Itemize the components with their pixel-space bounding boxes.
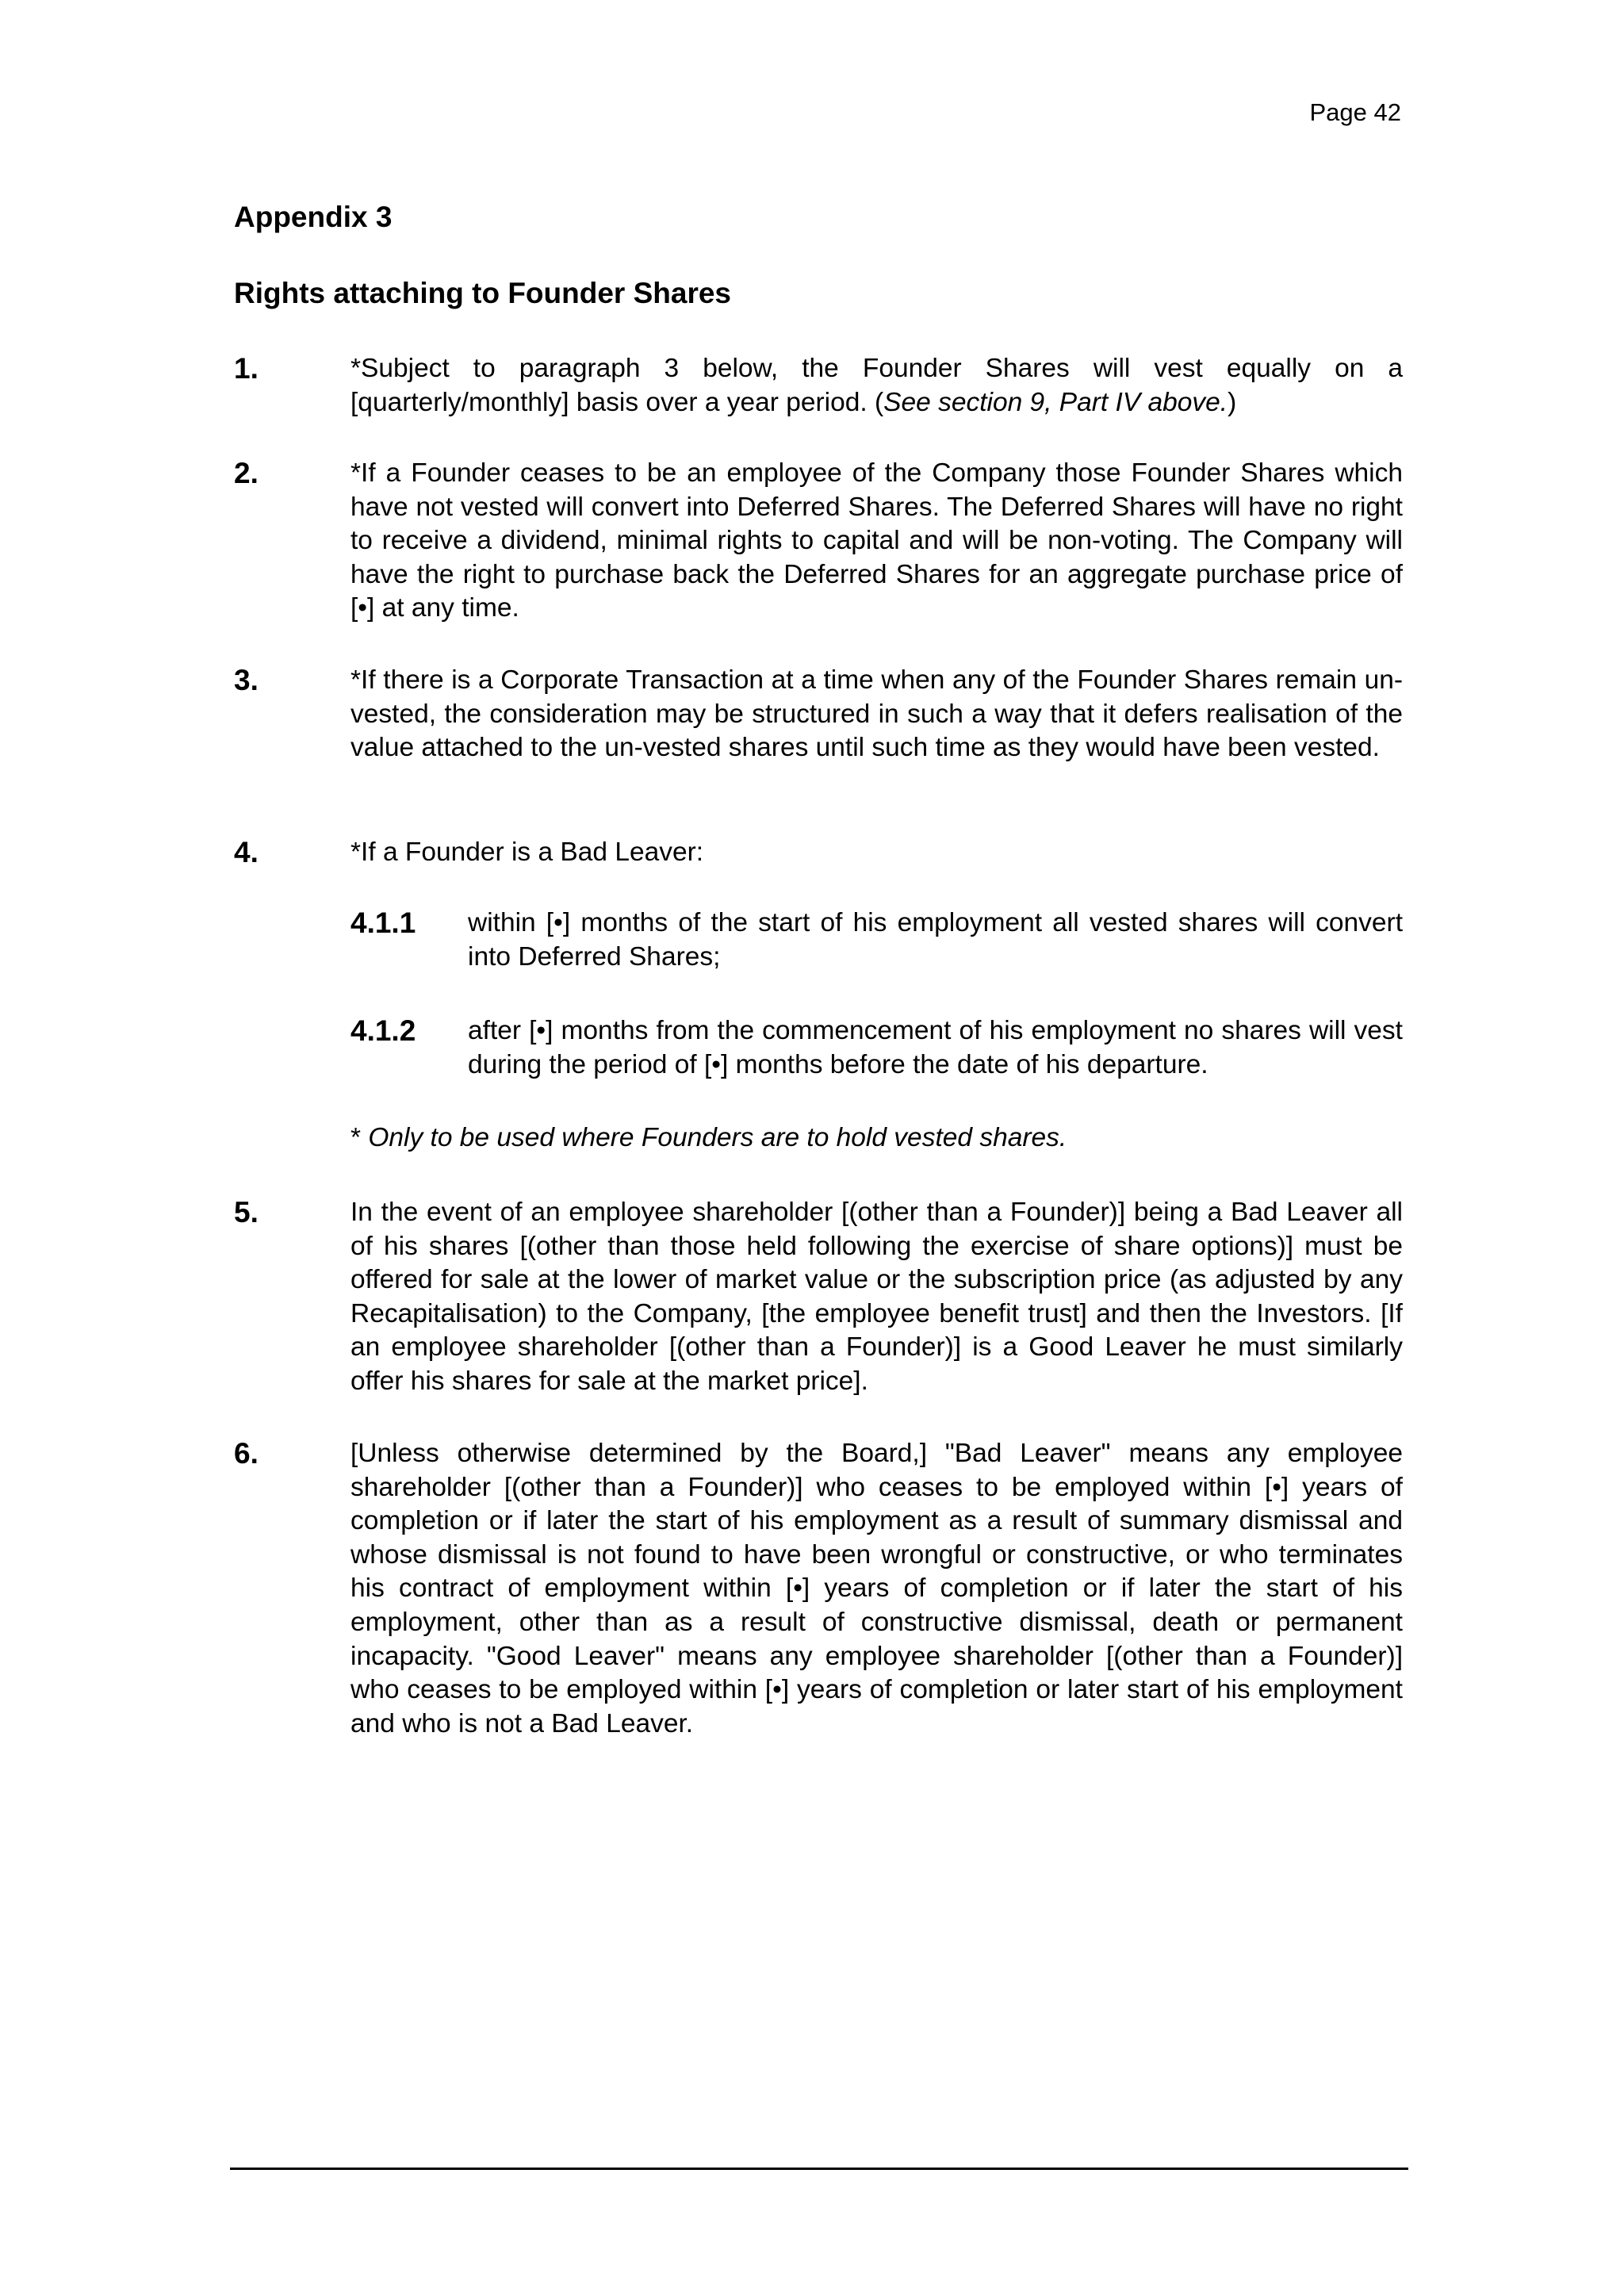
paragraph-number: 1. [234, 352, 259, 385]
paragraph-6 [234, 1437, 1403, 1741]
section-title: Rights attaching to Founder Shares [234, 277, 731, 309]
cross-reference: See section 9, Part IV above. [883, 387, 1228, 417]
paragraph-4 [234, 836, 1403, 870]
subparagraph-text: within [•] months of the start of his employment all vested shares will convert into Deferred Shares; [468, 908, 1403, 972]
paragraph-text: In the event of an employee shareholder [(other than a Founder)] being a Bad Leaver all of his shares [(other than those held following the exercise of share options)] must be offered for sale at the lower of market value or the subscription price (as adjusted by any Recapitalisation) to the Company, [the employee benefit trust] and then the Investors. [If an employee shareholder [(other than a Founder)] is a Good Leaver he must similarly offer his shares for sale at the market price]. [350, 1198, 1403, 1396]
subparagraph-4-1-2 [234, 1014, 1403, 1082]
appendix-title: Appendix 3 [234, 201, 393, 233]
footnote [234, 1121, 1403, 1156]
paragraph-1 [234, 352, 1403, 420]
subparagraph-number: 4.1.1 [350, 907, 416, 939]
paragraph-text: *If a Founder is a Bad Leaver: [350, 838, 704, 867]
paragraph-text-main: *Subject to paragraph 3 below, the Founder Shares will vest equally on a [quarterly/monthly] basis over a year period. ( [350, 354, 1403, 417]
footnote-italic: Only to be used where Founders are to hold vested shares. [368, 1123, 1067, 1152]
page-number: Page 42 [1309, 98, 1401, 126]
footnote-text [350, 1121, 1403, 1156]
paragraph-text: [Unless otherwise determined by the Board,] "Bad Leaver" means any employee shareholder [(other than a Founder)] who ceases to be employed within [•] years of completion or if later the start of his employment as a result of summary dismissal and whose dismissal is not found to have been wrongful or constructive, or who terminates his contract of employment within [•] years of completion or if later the start of his employment, other than as a result of constructive dismissal, death or permanent incapacity. "Good Leaver" means any employee shareholder [(other than a Founder)] who ceases to be employed within [•] years of completion or later start of his employment and who is not a Bad Leaver. [350, 1439, 1403, 1738]
paragraph-3 [234, 664, 1403, 765]
paragraph-number: 6. [234, 1437, 259, 1470]
paragraph-number: 3. [234, 664, 259, 696]
paragraph-2 [234, 457, 1403, 626]
subparagraph-4-1-1 [234, 907, 1403, 974]
footer-rule [230, 2168, 1408, 2170]
paragraph-text: *If a Founder ceases to be an employee of the Company those Founder Shares which have not vested will convert into Deferred Shares. The Deferred Shares will have no right to receive a dividend, minimal rights to capital and will be non-voting. The Company will have the right to purchase back the Deferred Shares for an aggregate purchase price of [•] at any time. [350, 458, 1403, 623]
subparagraph-number: 4.1.2 [350, 1014, 416, 1047]
paragraph-number: 2. [234, 457, 259, 489]
paragraph-text: *If there is a Corporate Transaction at a time when any of the Founder Shares remain un-vested, the consideration may be structured in such a way that it defers realisation of the value attached to the un-vested shares until such time as they would have been vested. [350, 665, 1403, 763]
paragraph-text-tail: ) [1228, 387, 1237, 417]
paragraph-5 [234, 1196, 1403, 1399]
footnote-star: * [350, 1123, 369, 1152]
subparagraph-text: after [•] months from the commencement of his employment no shares will vest during the period of [•] months before the date of his departure. [468, 1016, 1403, 1079]
paragraph-number: 5. [234, 1196, 259, 1228]
paragraph-number: 4. [234, 836, 259, 868]
paragraph-text [350, 352, 1403, 420]
